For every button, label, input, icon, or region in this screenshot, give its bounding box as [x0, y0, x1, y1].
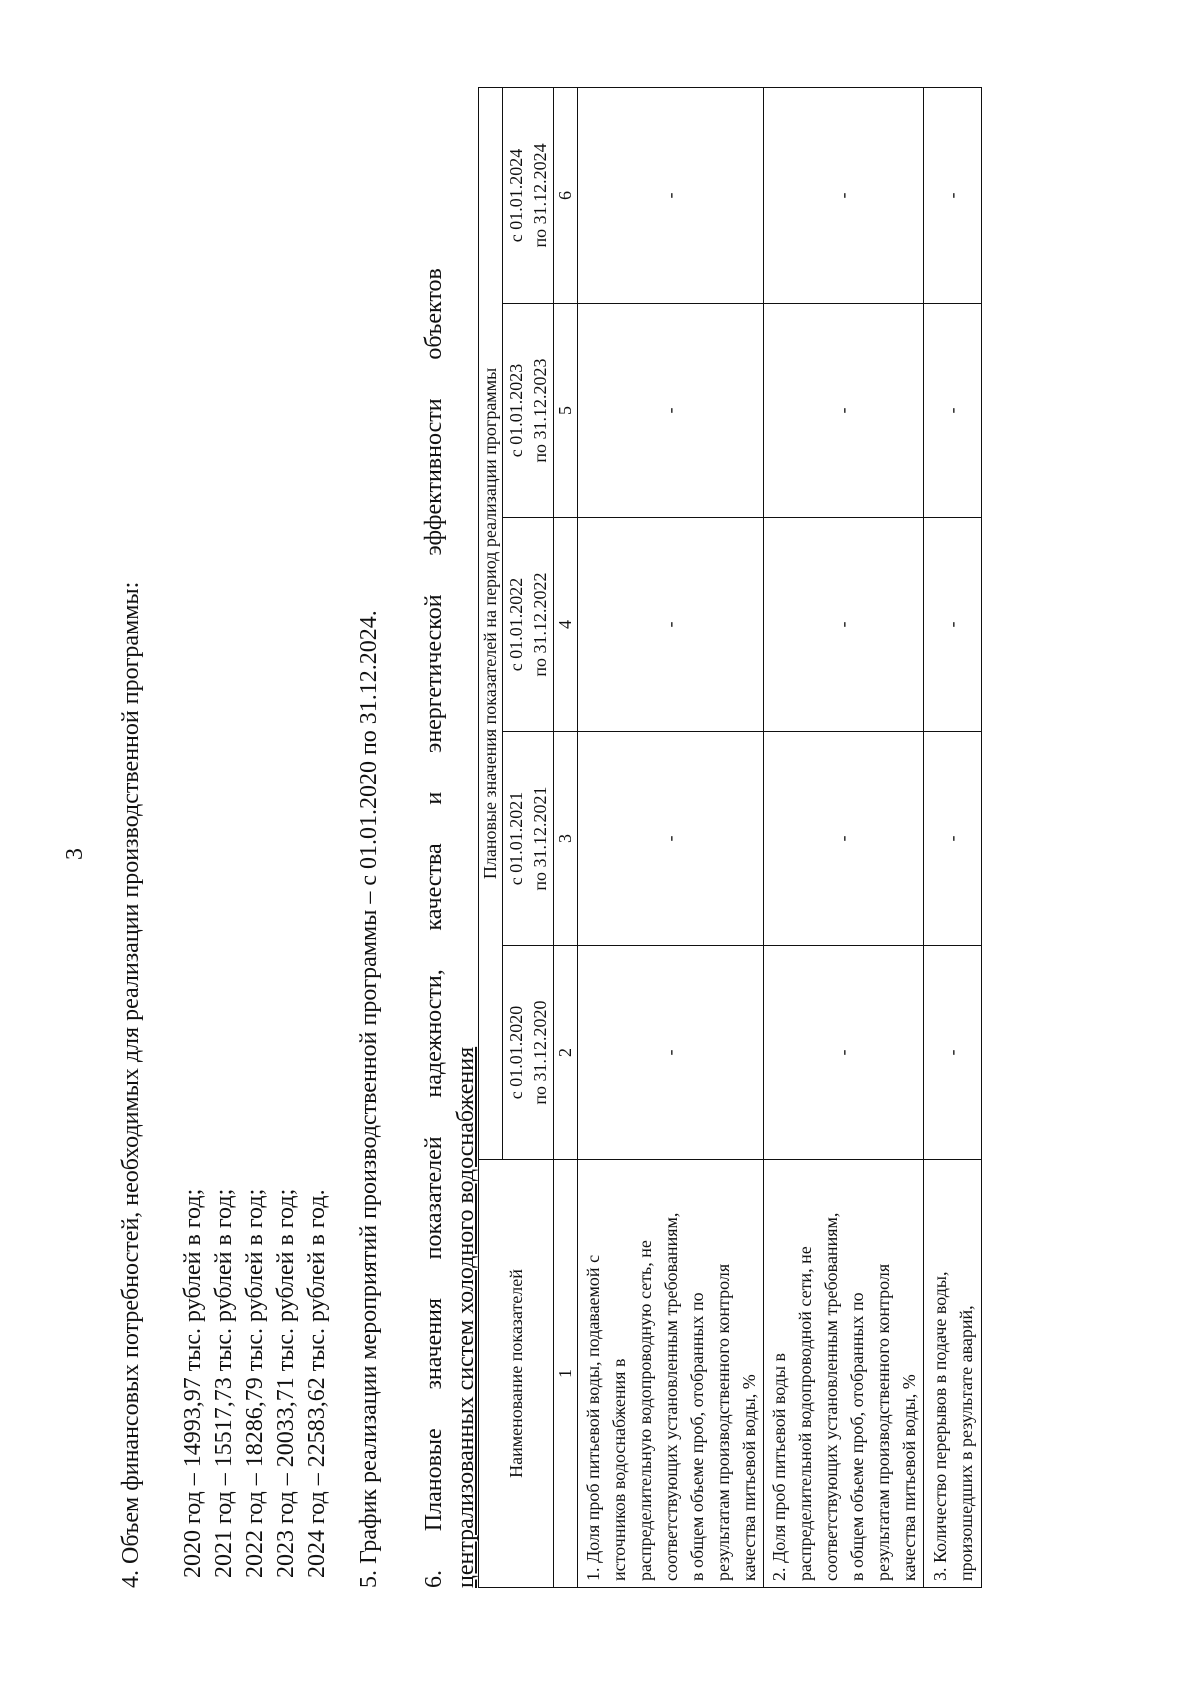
period-header: с 01.01.2021 по 31.12.2021 — [503, 732, 554, 946]
period-header: с 01.01.2022 по 31.12.2022 — [503, 518, 554, 732]
column-number: 1 — [554, 1160, 578, 1588]
table-row — [578, 87, 764, 1587]
section6-word: показателей — [421, 1136, 447, 1260]
table-row — [924, 87, 982, 1587]
section6-word: качества — [421, 843, 447, 931]
page-number: 3 — [62, 848, 88, 860]
section6-word: энергетической — [421, 594, 447, 753]
indicator-value: - — [578, 87, 764, 303]
column-number: 3 — [554, 732, 578, 946]
section6-word: объектов — [421, 268, 447, 360]
section4-heading: 4. Объем финансовых потребностей, необходимых для реализации производственной программы: — [118, 581, 144, 1588]
period-header: с 01.01.2020 по 31.12.2020 — [503, 946, 554, 1160]
indicator-value: - — [578, 732, 764, 946]
indicator-value: - — [578, 946, 764, 1160]
financial-list — [178, 1189, 333, 1578]
column-number: 4 — [554, 518, 578, 732]
column-number: 2 — [554, 946, 578, 1160]
section5-text: 5. График реализации мероприятий производственной программы – с 01.01.2020 по 31.12.2024. — [356, 610, 382, 1588]
indicator-value: - — [764, 518, 924, 732]
column-number: 6 — [554, 87, 578, 303]
indicator-value: - — [578, 518, 764, 732]
column-number-row — [554, 87, 578, 1587]
indicator-value: - — [764, 304, 924, 518]
indicator-value: - — [764, 732, 924, 946]
indicator-value: - — [924, 946, 982, 1160]
indicator-value: - — [924, 732, 982, 946]
table-header-row — [479, 87, 503, 1587]
financial-item: 2021 год – 15517,73 тыс. рублей в год; — [211, 1188, 237, 1578]
section6-word: эффективности — [421, 398, 447, 556]
section6-word: надежности, — [421, 969, 447, 1098]
section6-word: значения — [421, 1298, 447, 1390]
indicators-table — [478, 87, 982, 1588]
indicator-value: - — [764, 87, 924, 303]
section6-word: Плановые — [421, 1428, 447, 1532]
indicator-value: - — [924, 518, 982, 732]
indicator-name: 3. Количество перерывов в подаче воды, произошедших в результате аварий, — [924, 1160, 982, 1588]
indicator-value: - — [764, 946, 924, 1160]
section6-word: 6. — [421, 1570, 447, 1588]
header-name: Наименование показателей — [479, 1160, 554, 1588]
indicator-value: - — [924, 304, 982, 518]
table-row — [764, 87, 924, 1587]
section6-heading — [418, 268, 482, 1588]
period-header: с 01.01.2023 по 31.12.2023 — [503, 304, 554, 518]
financial-item: 2024 год – 22583,62 тыс. рублей в год. — [304, 1189, 330, 1578]
section6-line2: централизованных систем холодного водоснабжения — [453, 1046, 479, 1588]
section6-word: и — [421, 791, 447, 805]
indicator-value: - — [924, 87, 982, 303]
period-header: с 01.01.2024 по 31.12.2024 — [503, 87, 554, 303]
column-number: 5 — [554, 304, 578, 518]
indicator-name: 1. Доля проб питьевой воды, подаваемой с источников водоснабжения в распределительную водопроводную сеть, не соответствующих установленным требованиям, в общем объеме проб, отобранных по результатам производственного контроля качества питьевой воды, % — [578, 1160, 764, 1588]
financial-item: 2022 год – 18286,79 тыс. рублей в год; — [242, 1188, 268, 1578]
header-group: Плановые значения показателей на период реализации программы — [479, 87, 503, 1159]
indicator-name: 2. Доля проб питьевой воды в распределительной водопроводной сети, не соответствующих установленным требованиям, в общем объеме проб, отобранных по результатам производственного контроля качества питьевой воды, % — [764, 1160, 924, 1588]
indicator-value: - — [578, 304, 764, 518]
financial-item: 2020 год – 14993,97 тыс. рублей в год; — [180, 1188, 206, 1578]
financial-item: 2023 год – 20033,71 тыс. рублей в год; — [273, 1188, 299, 1578]
